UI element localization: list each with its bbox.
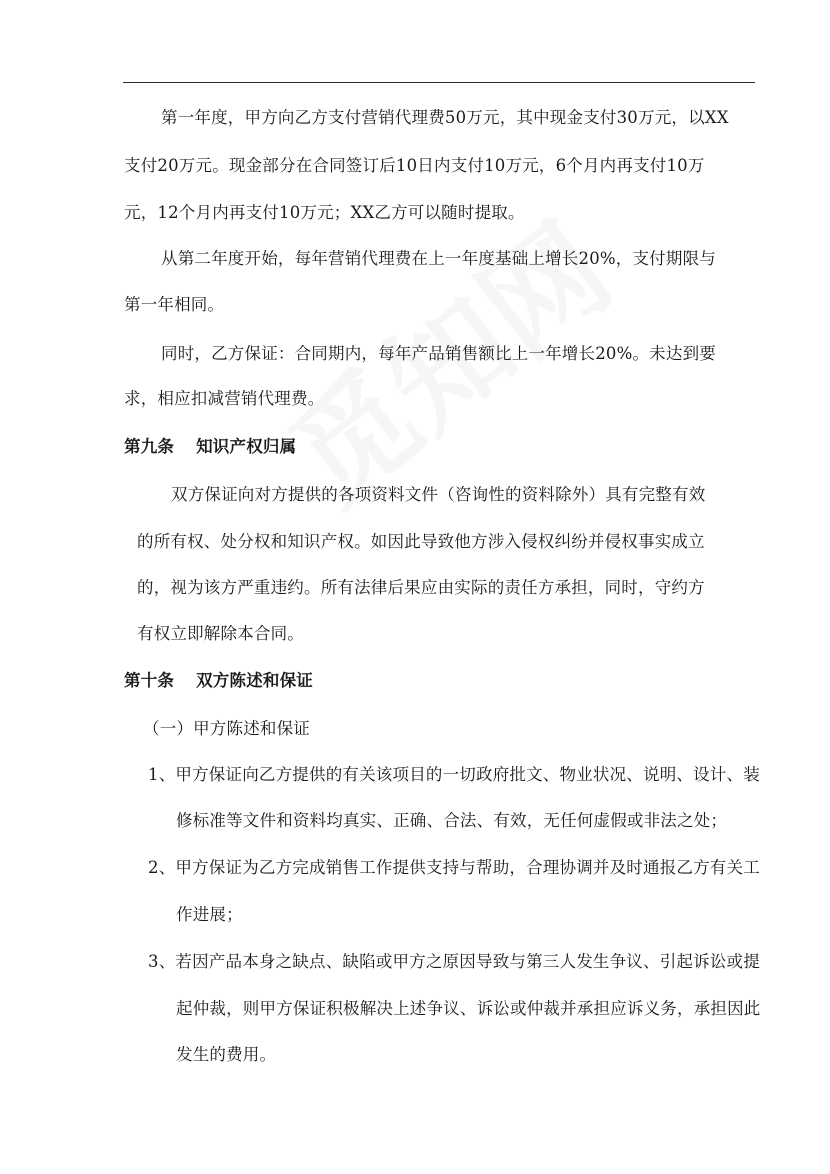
- paragraph-line: 元，12个月内再支付10万元；XX乙方可以随时提取。: [124, 203, 525, 222]
- article-10-number: 第十条: [124, 671, 175, 690]
- list-item-line: 作进展；: [176, 905, 243, 924]
- list-item-line: 起仲裁，则甲方保证积极解决上述争议、诉讼或仲裁并承担应诉义务，承担因此: [176, 999, 761, 1018]
- article-10-title: 双方陈述和保证: [196, 671, 314, 690]
- list-item-line: 修标准等文件和资料均真实、正确、合法、有效，无任何虚假或非法之处；: [176, 811, 728, 830]
- paragraph-line: 求，相应扣减营销代理费。: [124, 389, 325, 408]
- header-rule: [123, 82, 755, 83]
- paragraph-line: 同时，乙方保证：合同期内，每年产品销售额比上一年增长20%。未达到要: [161, 344, 716, 363]
- list-item-line: 3、若因产品本身之缺点、缺陷或甲方之原因导致与第三人发生争议、引起诉讼或提: [148, 952, 760, 971]
- paragraph-line: 第一年度，甲方向乙方支付营销代理费50万元，其中现金支付30万元，以XX: [161, 108, 729, 127]
- paragraph-line: 有权立即解除本合同。: [137, 624, 304, 643]
- paragraph-line: 支付20万元。现金部分在合同签订后10日内支付10万元，6个月内再支付10万: [124, 156, 705, 175]
- paragraph-line: 第一年相同。: [124, 295, 225, 314]
- list-item-line: 2、甲方保证为乙方完成销售工作提供支持与帮助，合理协调并及时通报乙方有关工: [148, 858, 760, 877]
- paragraph-line: 双方保证向对方提供的各项资料文件（咨询性的资料除外）具有完整有效: [171, 485, 706, 504]
- section-subheading: （一）甲方陈述和保证: [143, 719, 310, 738]
- list-item-line: 1、甲方保证向乙方提供的有关该项目的一切政府批文、物业状况、说明、设计、装: [148, 765, 760, 784]
- paragraph-line: 从第二年度开始，每年营销代理费在上一年度基础上增长20%，支付期限与: [161, 249, 716, 268]
- paragraph-line: 的，视为该方严重违约。所有法律后果应由实际的责任方承担，同时，守约方: [137, 578, 705, 597]
- article-9-heading: [124, 437, 296, 457]
- article-10-heading: [124, 671, 313, 691]
- article-9-number: 第九条: [124, 437, 175, 456]
- paragraph-line: 的所有权、处分权和知识产权。如因此导致他方涉入侵权纠纷并侵权事实成立: [137, 532, 705, 551]
- article-9-title: 知识产权归属: [196, 437, 297, 456]
- list-item-line: 发生的费用。: [176, 1045, 277, 1064]
